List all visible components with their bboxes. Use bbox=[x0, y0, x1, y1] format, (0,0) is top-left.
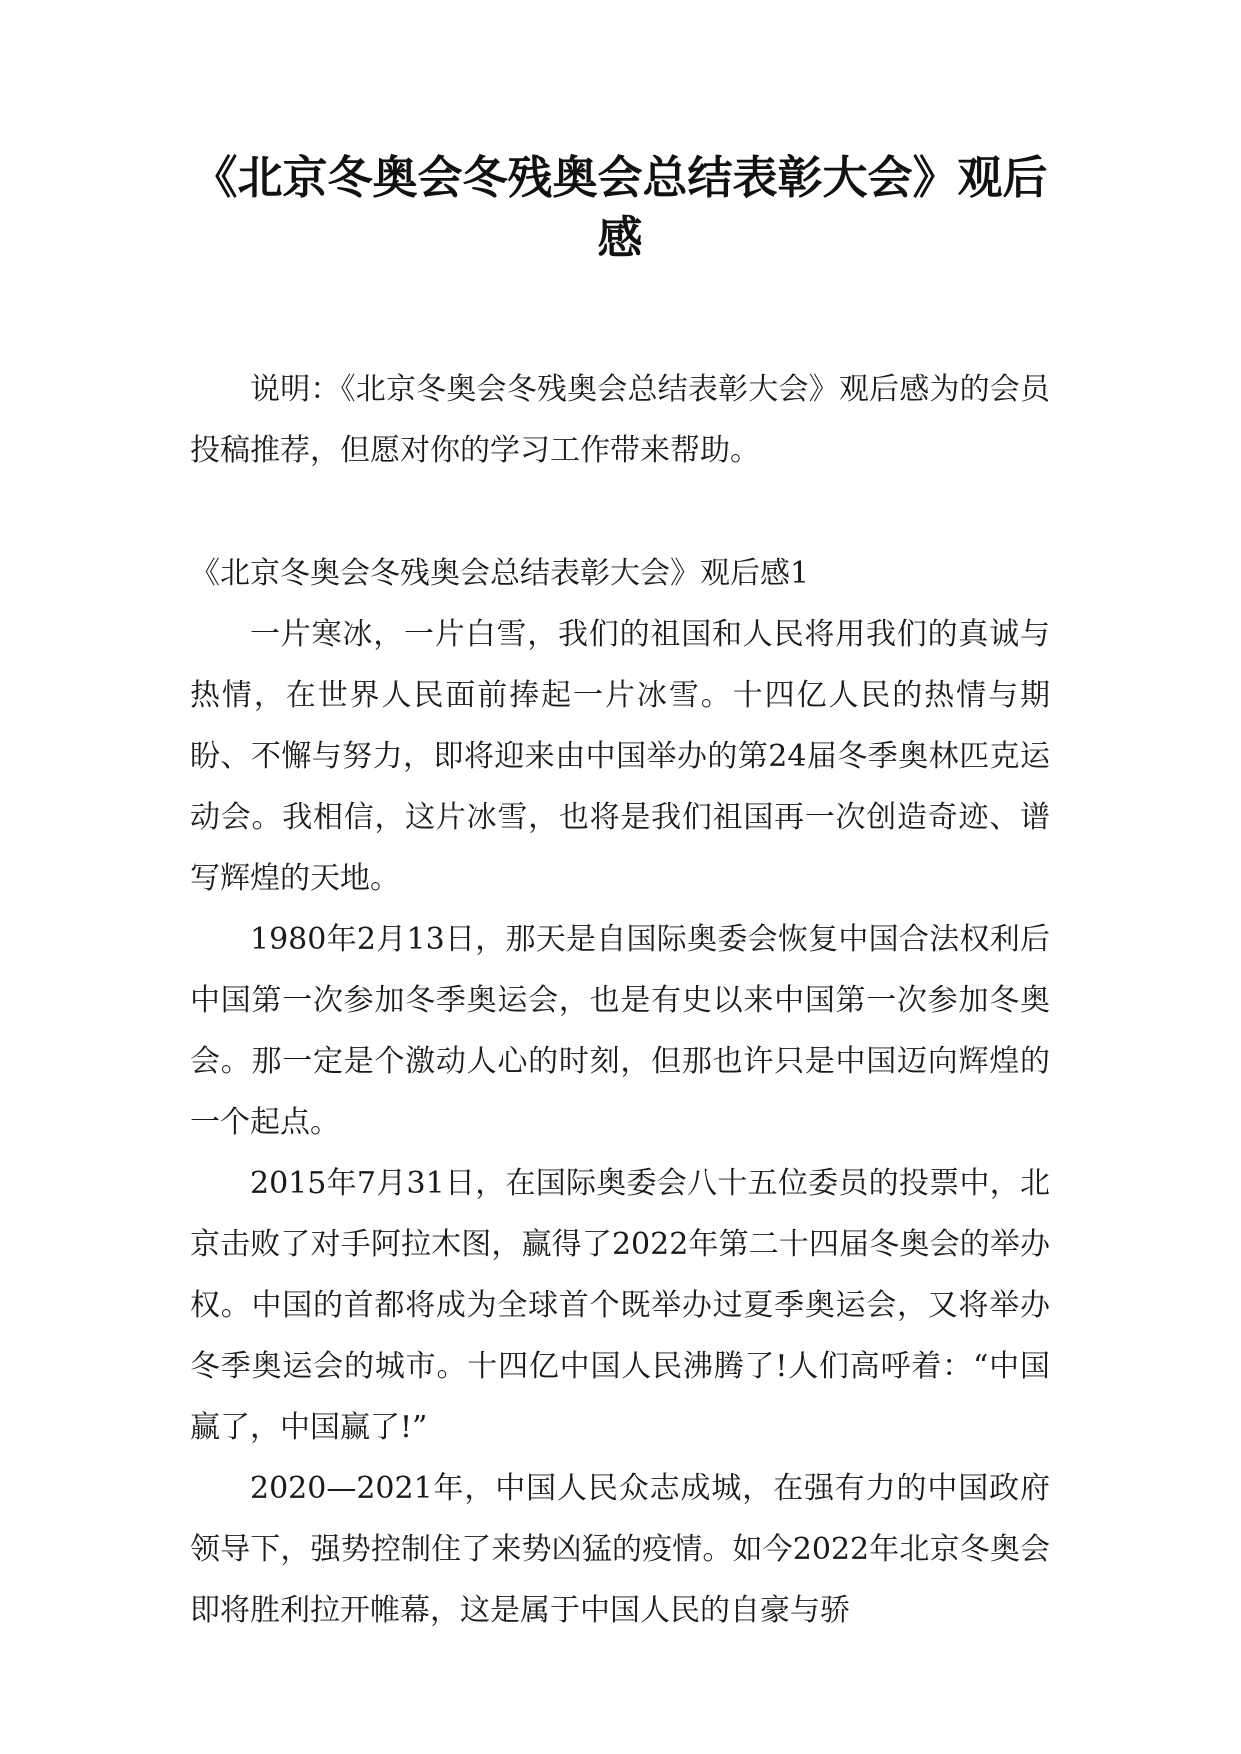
document-page bbox=[190, 0, 1050, 1641]
paragraph: 一片寒冰，一片白雪，我们的祖国和人民将用我们的真诚与热情，在世界人民面前捧起一片冰雪。十四亿人民的热情与期盼、不懈与努力，即将迎来由中国举办的第24届冬季奥林匹克运动会。我相信，这片冰雪，也将是我们祖国再一次创造奇迹、谱写辉煌的天地。 bbox=[190, 617, 1050, 896]
paragraph: 2015年7月31日，在国际奥委会八十五位委员的投票中，北京击败了对手阿拉木图，赢得了2022年第二十四届冬奥会的举办权。中国的首都将成为全球首个既举办过夏季奥运会，又将举办冬季奥运会的城市。十四亿中国人民沸腾了!人们高呼着：“中国赢了，中国赢了!” bbox=[190, 1166, 1050, 1445]
paragraph: 2020—2021年，中国人民众志成城，在强有力的中国政府领导下，强势控制住了来势凶猛的疫情。如今2022年北京冬奥会即将胜利拉开帷幕，这是属于中国人民的自豪与骄 bbox=[190, 1471, 1050, 1628]
paragraph: 1980年2月13日，那天是自国际奥委会恢复中国合法权利后中国第一次参加冬季奥运会，也是有史以来中国第一次参加冬奥会。那一定是个激动人心的时刻，但那也许只是中国迈向辉煌的一个起点。 bbox=[190, 922, 1050, 1140]
document-title: 《北京冬奥会冬残奥会总结表彰大会》观后感 bbox=[192, 151, 1048, 264]
section-heading: 《北京冬奥会冬残奥会总结表彰大会》观后感1 bbox=[190, 556, 810, 591]
document-note: 说明：《北京冬奥会冬残奥会总结表彰大会》观后感为的会员投稿推荐，但愿对你的学习工作带来帮助。 bbox=[190, 372, 1050, 468]
